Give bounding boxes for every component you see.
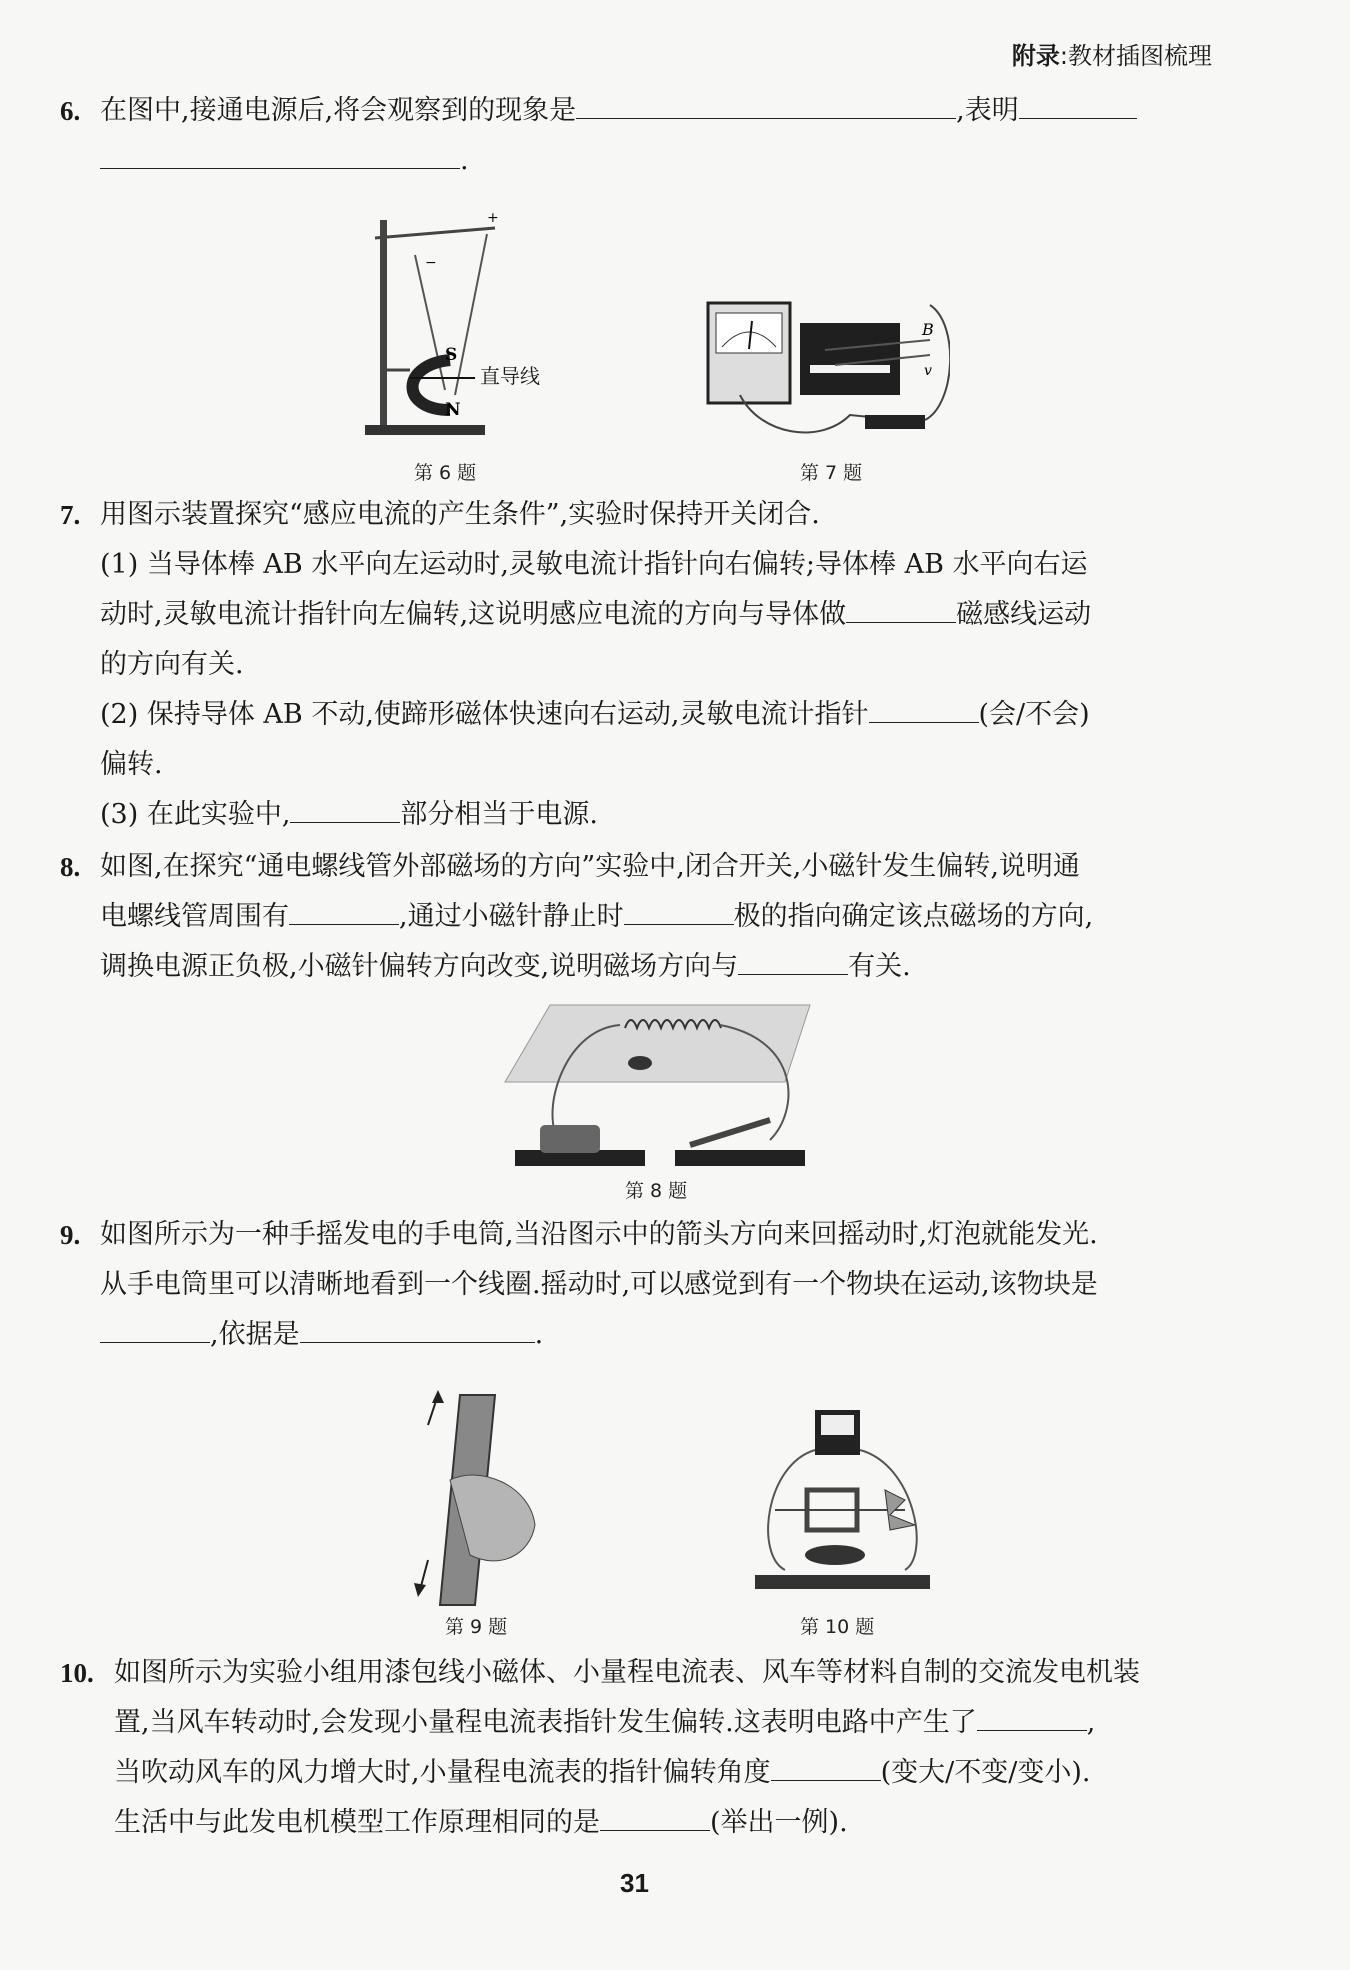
question-text: (变大/不变/变小). <box>880 1757 1091 1788</box>
answer-blank[interactable] <box>846 592 956 623</box>
question-text: 生活中与此发电机模型工作原理相同的是 <box>114 1807 600 1838</box>
figure-8-apparatus <box>500 1000 830 1175</box>
question-text: 有关. <box>848 951 911 982</box>
figure-10-generator <box>755 1405 935 1605</box>
figure-7-caption: 第 7 题 <box>800 462 863 484</box>
minus-label: − <box>425 255 437 271</box>
question-number: 9. <box>60 1220 81 1250</box>
question-text: ,通过小磁针静止时 <box>399 901 624 932</box>
question-text: 电螺线管周围有 <box>100 901 289 932</box>
question-text: 动时,灵敏电流计指针向左偏转,这说明感应电流的方向与导体做 <box>100 599 847 630</box>
header-bold: 附录 <box>1011 42 1060 70</box>
question-line <box>60 1798 1225 1848</box>
plus-label: + <box>487 210 499 226</box>
question-text: 用图示装置探究“感应电流的产生条件”,实验时保持开关闭合. <box>100 499 820 530</box>
wire-label: 直导线 <box>480 364 540 388</box>
v-label: v <box>924 363 932 379</box>
answer-blank[interactable] <box>289 894 399 925</box>
question-text: ,依据是 <box>210 1319 300 1350</box>
question-number: 7. <box>60 500 81 530</box>
question-text: (1) 当导体棒 AB 水平向左运动时,灵敏电流计指针向右偏转;导体棒 AB 水平向右运 <box>100 549 1088 580</box>
question-text: 的方向有关. <box>100 649 244 680</box>
answer-blank[interactable] <box>771 1750 881 1781</box>
s-pole-label: S <box>445 345 458 365</box>
question-number: 10. <box>60 1658 94 1688</box>
answer-blank[interactable] <box>100 138 460 169</box>
question-10 <box>60 1648 1225 1848</box>
answer-blank[interactable] <box>869 692 979 723</box>
question-text: ,表明 <box>956 95 1019 126</box>
question-text: (3) 在此实验中, <box>100 799 291 830</box>
figure-9-flashlight <box>410 1385 550 1615</box>
figure-8-caption: 第 8 题 <box>625 1180 688 1202</box>
figure-10-caption: 第 10 题 <box>800 1616 875 1638</box>
question-text: 偏转. <box>100 749 163 780</box>
b-label: B <box>922 320 934 339</box>
answer-blank[interactable] <box>100 1312 210 1343</box>
header-rest: :教材插图梳理 <box>1059 42 1212 70</box>
answer-blank[interactable] <box>738 944 848 975</box>
question-7 <box>60 490 1225 840</box>
question-number: 6. <box>60 96 81 126</box>
answer-blank[interactable] <box>290 792 400 823</box>
question-line <box>60 892 1225 942</box>
question-text: 当吹动风车的风力增大时,小量程电流表的指针偏转角度 <box>114 1757 771 1788</box>
question-8 <box>60 842 1225 992</box>
question-text: . <box>460 145 469 176</box>
question-line <box>60 942 1225 992</box>
answer-blank[interactable] <box>600 1800 710 1831</box>
figure-6-apparatus <box>355 210 515 440</box>
page-header <box>1012 36 1212 71</box>
question-text: 从手电筒里可以清晰地看到一个线圈.摇动时,可以感觉到有一个物块在运动,该物块是 <box>100 1269 1098 1300</box>
question-number: 8. <box>60 852 81 882</box>
question-text: (2) 保持导体 AB 不动,使蹄形磁体快速向右运动,灵敏电流计指针 <box>100 699 869 730</box>
figure-9-caption: 第 9 题 <box>445 1616 508 1638</box>
page-number: 31 <box>620 1868 649 1898</box>
question-line <box>60 1698 1225 1748</box>
question-text: 在图中,接通电源后,将会观察到的现象是 <box>100 95 577 126</box>
question-line <box>60 86 1225 136</box>
question-line <box>60 136 1225 186</box>
question-9 <box>60 1210 1225 1360</box>
question-text: 如图所示为实验小组用漆包线小磁体、小量程电流表、风车等材料自制的交流发电机装 <box>114 1657 1140 1688</box>
question-text: 置,当风车转动时,会发现小量程电流表指针发生偏转.这表明电路中产生了 <box>114 1707 977 1738</box>
question-text: , <box>1086 1707 1096 1738</box>
question-text: 如图,在探究“通电螺线管外部磁场的方向”实验中,闭合开关,小磁针发生偏转,说明通 <box>100 851 1080 882</box>
question-text: 如图所示为一种手摇发电的手电筒,当沿图示中的箭头方向来回摇动时,灯泡就能发光. <box>100 1219 1098 1250</box>
question-text: 极的指向确定该点磁场的方向, <box>733 901 1094 932</box>
question-line <box>60 690 1225 740</box>
n-pole-label: N <box>445 400 461 420</box>
figure-7-apparatus <box>700 295 950 445</box>
question-line <box>60 1310 1225 1360</box>
answer-blank[interactable] <box>624 894 734 925</box>
question-text: 调换电源正负极,小磁针偏转方向改变,说明磁场方向与 <box>100 951 739 982</box>
question-text: . <box>534 1319 544 1350</box>
question-6 <box>60 86 1225 186</box>
figure-6-caption: 第 6 题 <box>414 462 477 484</box>
answer-blank[interactable] <box>1019 88 1137 119</box>
question-text: (举出一例). <box>710 1807 848 1838</box>
question-line <box>60 790 1225 840</box>
answer-blank[interactable] <box>300 1312 535 1343</box>
question-line <box>60 590 1225 640</box>
question-line <box>60 1748 1225 1798</box>
answer-blank[interactable] <box>977 1700 1087 1731</box>
question-text: 部分相当于电源. <box>400 799 599 830</box>
question-text: 磁感线运动 <box>956 599 1092 630</box>
question-text: (会/不会) <box>978 699 1090 730</box>
answer-blank[interactable] <box>576 88 956 119</box>
